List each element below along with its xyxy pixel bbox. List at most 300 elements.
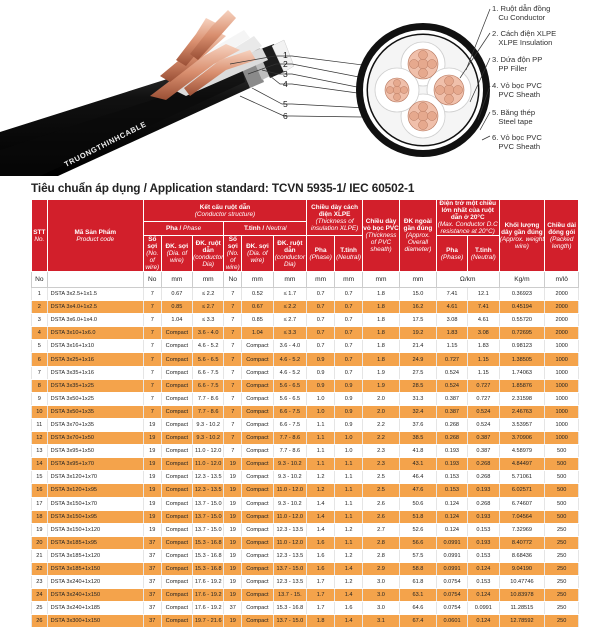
- cell-resistance-phase: 0.153: [436, 471, 467, 484]
- cell-phase-cond-dia: ≤ 3.3: [193, 314, 224, 327]
- cell-neutral-cond-dia: 12.3 - 13.5: [273, 523, 307, 536]
- cell-xlpe-phase: 1.2: [307, 484, 335, 497]
- callout-1: 1: [283, 50, 288, 60]
- cell-weight: 3.70906: [499, 432, 545, 445]
- cell-stt: 17: [32, 497, 48, 510]
- cell-phase-cond-dia: 7.7 - 8.6: [193, 392, 224, 405]
- cell-xlpe-phase: 1.7: [307, 576, 335, 589]
- cell-resistance-phase: 0.0754: [436, 589, 467, 602]
- cell-resistance-neutral: 0.153: [468, 523, 499, 536]
- cell-neutral-cond-dia: 6.6 - 7.5: [273, 418, 307, 431]
- cell-neutral-cond-dia: 4.6 - 5.2: [273, 353, 307, 366]
- cell-pvc-thickness: 3.0: [363, 602, 400, 615]
- cell-overall-diameter: 24.9: [399, 353, 436, 366]
- cell-neutral-cond-dia: ≤ 1.7: [273, 288, 307, 301]
- cell-xlpe-neutral: 0.7: [335, 340, 363, 353]
- cell-xlpe-neutral: 0.9: [335, 379, 363, 392]
- cell-pvc-thickness: 1.8: [363, 288, 400, 301]
- cell-phase-cond-dia: 15.3 - 16.8: [193, 549, 224, 562]
- header-pvc: Chiều dày vỏ bọc PVC (Thickness of PVC sheath): [363, 200, 400, 272]
- cell-phase-wire-dia: Compact: [161, 523, 192, 536]
- cell-phase-cond-dia: 7.7 - 8.6: [193, 405, 224, 418]
- cell-neutral-wire-dia: Compact: [242, 615, 273, 628]
- cell-xlpe-neutral: 0.7: [335, 301, 363, 314]
- cell-neutral-wires: 19: [224, 458, 242, 471]
- cell-weight: 4.84497: [499, 458, 545, 471]
- cell-stt: 9: [32, 392, 48, 405]
- cell-phase-wire-dia: 0.85: [161, 301, 192, 314]
- cell-neutral-wire-dia: Compact: [242, 484, 273, 497]
- cell-resistance-neutral: 0.727: [468, 392, 499, 405]
- cell-neutral-cond-dia: 13.7 - 15.0: [273, 615, 307, 628]
- cell-product-code: DSTA 3x150+1x120: [47, 523, 143, 536]
- cell-phase-cond-dia: 13.7 - 15.0: [193, 510, 224, 523]
- cell-product-code: DSTA 3x70+1x50: [47, 432, 143, 445]
- cell-neutral-wires: 7: [224, 366, 242, 379]
- cell-product-code: DSTA 3x35+1x16: [47, 366, 143, 379]
- cell-neutral-wires: 7: [224, 353, 242, 366]
- cell-stt: 23: [32, 576, 48, 589]
- cell-weight: 10.83978: [499, 589, 545, 602]
- cell-phase-wires: 19: [143, 432, 161, 445]
- unit-phase-wire-dia: mm: [161, 272, 192, 288]
- cell-neutral-cond-dia: 11.0 - 12.0: [273, 484, 307, 497]
- cell-xlpe-phase: 1.4: [307, 523, 335, 536]
- cell-resistance-phase: 0.0601: [436, 615, 467, 628]
- cell-overall-diameter: 46.4: [399, 471, 436, 484]
- cell-overall-diameter: 51.8: [399, 510, 436, 523]
- cell-neutral-cond-dia: 11.0 - 12.0: [273, 536, 307, 549]
- cell-xlpe-neutral: 1.2: [335, 523, 363, 536]
- cell-phase-cond-dia: ≤ 2.2: [193, 288, 224, 301]
- cell-resistance-phase: 0.153: [436, 484, 467, 497]
- cell-resistance-phase: 0.387: [436, 405, 467, 418]
- cell-phase-cond-dia: 17.6 - 19.2: [193, 576, 224, 589]
- cell-resistance-phase: 1.15: [436, 340, 467, 353]
- cell-stt: 25: [32, 602, 48, 615]
- cell-resistance-phase: 0.193: [436, 445, 467, 458]
- cell-neutral-wires: 7: [224, 288, 242, 301]
- cell-xlpe-phase: 0.7: [307, 327, 335, 340]
- cell-pvc-thickness: 2.8: [363, 549, 400, 562]
- cell-pvc-thickness: 2.7: [363, 523, 400, 536]
- table-row: [32, 432, 579, 445]
- cell-neutral-cond-dia: ≤ 3.3: [273, 327, 307, 340]
- cell-phase-cond-dia: 9.3 - 10.2: [193, 432, 224, 445]
- cable-illustration-area: [0, 0, 600, 176]
- cell-packed-length: 250: [545, 589, 579, 602]
- cell-resistance-neutral: 0.153: [468, 549, 499, 562]
- cell-pvc-thickness: 1.8: [363, 301, 400, 314]
- cell-neutral-wires: 7: [224, 314, 242, 327]
- cell-packed-length: 250: [545, 549, 579, 562]
- cell-weight: 6.74607: [499, 497, 545, 510]
- cell-packed-length: 1000: [545, 379, 579, 392]
- cell-resistance-neutral: 0.387: [468, 445, 499, 458]
- cell-resistance-neutral: 0.268: [468, 497, 499, 510]
- header-phase-wire-dia: ĐK. sợi (Dia. of wire): [161, 236, 192, 272]
- cell-stt: 12: [32, 432, 48, 445]
- cell-pvc-thickness: 2.2: [363, 432, 400, 445]
- cell-overall-diameter: 17.5: [399, 314, 436, 327]
- cell-resistance-phase: 0.0754: [436, 576, 467, 589]
- cell-neutral-wire-dia: Compact: [242, 366, 273, 379]
- callout-numbers: [283, 50, 288, 121]
- cell-packed-length: 250: [545, 576, 579, 589]
- cell-xlpe-phase: 1.1: [307, 458, 335, 471]
- cell-phase-wire-dia: Compact: [161, 562, 192, 575]
- header-xlpe: Chiều dày cách điện XLPE (Thickness of insulation XLPE): [307, 200, 363, 236]
- cell-pvc-thickness: 2.0: [363, 405, 400, 418]
- cell-phase-cond-dia: 13.7 - 15.0: [193, 497, 224, 510]
- cell-overall-diameter: 37.6: [399, 418, 436, 431]
- cell-resistance-phase: 0.124: [436, 497, 467, 510]
- cell-weight: 12.78592: [499, 615, 545, 628]
- cell-xlpe-neutral: 1.4: [335, 562, 363, 575]
- cell-xlpe-neutral: 0.7: [335, 314, 363, 327]
- table-row: [32, 445, 579, 458]
- cell-stt: 8: [32, 379, 48, 392]
- unit-packed-length: m/lô: [545, 272, 579, 288]
- cell-xlpe-phase: 0.7: [307, 340, 335, 353]
- header-structure: Kết cấu ruột dẫn (Conductor structure): [143, 200, 306, 222]
- header-phase-cond-dia: ĐK. ruột dẫn (conductor Dia): [193, 236, 224, 272]
- cell-phase-wire-dia: Compact: [161, 615, 192, 628]
- cell-xlpe-phase: 1.6: [307, 562, 335, 575]
- cell-resistance-phase: 0.124: [436, 510, 467, 523]
- unit-neutral-wire-dia: mm: [242, 272, 273, 288]
- cell-xlpe-neutral: 1.0: [335, 432, 363, 445]
- table-row: [32, 615, 579, 628]
- cell-resistance-phase: 0.524: [436, 379, 467, 392]
- unit-neutral-cond-dia: mm: [273, 272, 307, 288]
- cell-weight: 9.04190: [499, 562, 545, 575]
- unit-weight: Kg/m: [499, 272, 545, 288]
- cell-overall-diameter: 56.6: [399, 536, 436, 549]
- cell-product-code: DSTA 3x6.0+1x4.0: [47, 314, 143, 327]
- cell-xlpe-phase: 0.7: [307, 288, 335, 301]
- cell-resistance-phase: 0.0991: [436, 549, 467, 562]
- cell-neutral-wires: 7: [224, 392, 242, 405]
- cell-resistance-neutral: 0.193: [468, 536, 499, 549]
- cell-neutral-wire-dia: Compact: [242, 379, 273, 392]
- cell-overall-diameter: 28.5: [399, 379, 436, 392]
- cell-xlpe-phase: 1.4: [307, 497, 335, 510]
- cell-xlpe-phase: 1.0: [307, 405, 335, 418]
- cell-resistance-neutral: 0.153: [468, 576, 499, 589]
- cell-weight: 10.47746: [499, 576, 545, 589]
- cell-phase-wire-dia: Compact: [161, 405, 192, 418]
- cell-product-code: DSTA 3x150+1x95: [47, 510, 143, 523]
- header-weight: Khối lượng dây gần đúng (Approx. weight wire): [499, 200, 545, 272]
- cell-xlpe-phase: 1.2: [307, 471, 335, 484]
- cell-xlpe-phase: 0.7: [307, 314, 335, 327]
- cell-product-code: DSTA 3x95+1x70: [47, 458, 143, 471]
- cell-packed-length: 500: [545, 484, 579, 497]
- cell-pvc-thickness: 1.8: [363, 327, 400, 340]
- cell-overall-diameter: 58.8: [399, 562, 436, 575]
- cell-phase-wire-dia: Compact: [161, 458, 192, 471]
- cell-stt: 19: [32, 523, 48, 536]
- cell-weight: 0.72695: [499, 327, 545, 340]
- table-row: [32, 602, 579, 615]
- header-phase: Pha / Phase: [143, 222, 224, 236]
- cell-weight: 0.45194: [499, 301, 545, 314]
- cell-overall-diameter: 64.6: [399, 602, 436, 615]
- cell-pvc-thickness: 3.0: [363, 576, 400, 589]
- table-row: [32, 458, 579, 471]
- cell-phase-wires: 19: [143, 523, 161, 536]
- cell-neutral-wires: 19: [224, 562, 242, 575]
- cell-neutral-wire-dia: 0.85: [242, 314, 273, 327]
- cell-neutral-wire-dia: Compact: [242, 432, 273, 445]
- cell-xlpe-neutral: 1.0: [335, 445, 363, 458]
- table-row: [32, 379, 579, 392]
- table-row: [32, 562, 579, 575]
- cell-stt: 21: [32, 549, 48, 562]
- cell-neutral-wire-dia: Compact: [242, 392, 273, 405]
- cell-xlpe-phase: 1.1: [307, 445, 335, 458]
- header-phase-wires: Số sợi (No. of wire): [143, 236, 161, 272]
- cell-phase-wires: 37: [143, 615, 161, 628]
- cell-neutral-wire-dia: 0.52: [242, 288, 273, 301]
- cell-xlpe-neutral: 1.4: [335, 589, 363, 602]
- cell-phase-cond-dia: 6.6 - 7.5: [193, 379, 224, 392]
- legend-item-1: 1. Ruột dẫn đồng Cu Conductor: [492, 4, 551, 23]
- cell-overall-diameter: 16.2: [399, 301, 436, 314]
- callout-4: 4: [283, 79, 288, 89]
- table-row: [32, 484, 579, 497]
- header-xlpe-neutral: T.tinh (Neutral): [335, 236, 363, 272]
- unit-pvc: mm: [363, 272, 400, 288]
- cell-stt: 1: [32, 288, 48, 301]
- cell-xlpe-phase: 1.4: [307, 510, 335, 523]
- cell-packed-length: 1000: [545, 432, 579, 445]
- cell-neutral-cond-dia: 9.3 - 10.2: [273, 497, 307, 510]
- cell-phase-wire-dia: Compact: [161, 497, 192, 510]
- cell-phase-wires: 7: [143, 353, 161, 366]
- cell-resistance-neutral: 3.08: [468, 327, 499, 340]
- cell-xlpe-neutral: 1.1: [335, 458, 363, 471]
- cell-phase-cond-dia: 5.6 - 6.5: [193, 353, 224, 366]
- cell-xlpe-phase: 0.9: [307, 366, 335, 379]
- cell-neutral-cond-dia: ≤ 2.2: [273, 301, 307, 314]
- cell-neutral-cond-dia: 15.3 - 16.8: [273, 602, 307, 615]
- cell-phase-wire-dia: 0.67: [161, 288, 192, 301]
- cell-neutral-wire-dia: Compact: [242, 510, 273, 523]
- cell-xlpe-neutral: 1.1: [335, 536, 363, 549]
- cell-weight: 0.98123: [499, 340, 545, 353]
- cell-resistance-phase: 0.387: [436, 392, 467, 405]
- table-row: [32, 301, 579, 314]
- cell-overall-diameter: 50.6: [399, 497, 436, 510]
- cell-stt: 20: [32, 536, 48, 549]
- cell-xlpe-neutral: 1.1: [335, 471, 363, 484]
- cell-weight: 6.02571: [499, 484, 545, 497]
- cell-pvc-thickness: 2.9: [363, 562, 400, 575]
- cell-overall-diameter: 21.4: [399, 340, 436, 353]
- cell-xlpe-phase: 1.6: [307, 536, 335, 549]
- cell-stt: 13: [32, 445, 48, 458]
- cell-phase-wire-dia: Compact: [161, 432, 192, 445]
- cell-neutral-cond-dia: 4.6 - 5.2: [273, 366, 307, 379]
- cell-phase-wires: 7: [143, 314, 161, 327]
- cell-phase-cond-dia: ≤ 2.7: [193, 301, 224, 314]
- cell-neutral-cond-dia: 9.3 - 10.2: [273, 458, 307, 471]
- cell-neutral-wires: 19: [224, 615, 242, 628]
- cell-resistance-neutral: 4.61: [468, 314, 499, 327]
- cell-pvc-thickness: 3.0: [363, 589, 400, 602]
- cell-packed-length: 250: [545, 523, 579, 536]
- unit-phase-cond-dia: mm: [193, 272, 224, 288]
- cell-overall-diameter: 31.3: [399, 392, 436, 405]
- cell-resistance-phase: 1.83: [436, 327, 467, 340]
- unit-code: [47, 272, 143, 288]
- cell-product-code: DSTA 3x16+1x10: [47, 340, 143, 353]
- cell-resistance-neutral: 0.124: [468, 615, 499, 628]
- unit-stt: No: [32, 272, 48, 288]
- cell-phase-wires: 19: [143, 445, 161, 458]
- cell-weight: 8.68436: [499, 549, 545, 562]
- callout-3: 3: [283, 69, 288, 79]
- cell-overall-diameter: 41.8: [399, 445, 436, 458]
- cell-neutral-wires: 19: [224, 497, 242, 510]
- cell-phase-cond-dia: 11.0 - 12.0: [193, 458, 224, 471]
- cell-pvc-thickness: 2.5: [363, 484, 400, 497]
- table-row: [32, 340, 579, 353]
- cell-neutral-wire-dia: Compact: [242, 562, 273, 575]
- cell-neutral-wire-dia: Compact: [242, 458, 273, 471]
- table-row: [32, 471, 579, 484]
- cell-pvc-thickness: 2.6: [363, 497, 400, 510]
- cell-xlpe-neutral: 1.1: [335, 497, 363, 510]
- cell-stt: 22: [32, 562, 48, 575]
- cell-packed-length: 500: [545, 458, 579, 471]
- cell-neutral-wires: 7: [224, 445, 242, 458]
- cell-phase-wires: 7: [143, 405, 161, 418]
- cell-stt: 15: [32, 471, 48, 484]
- cell-stt: 10: [32, 405, 48, 418]
- cell-neutral-cond-dia: 6.6 - 7.5: [273, 405, 307, 418]
- cell-stt: 16: [32, 484, 48, 497]
- cell-phase-wires: 37: [143, 549, 161, 562]
- cell-neutral-wire-dia: Compact: [242, 602, 273, 615]
- cell-stt: 11: [32, 418, 48, 431]
- cell-pvc-thickness: 2.5: [363, 471, 400, 484]
- cell-xlpe-neutral: 0.7: [335, 327, 363, 340]
- cell-neutral-wire-dia: Compact: [242, 536, 273, 549]
- header-xlpe-phase: Pha (Phase): [307, 236, 335, 272]
- cell-neutral-wires: 37: [224, 602, 242, 615]
- cell-neutral-wires: 19: [224, 471, 242, 484]
- unit-xlpe-phase: mm: [307, 272, 335, 288]
- cell-weight: 5.71061: [499, 471, 545, 484]
- cell-resistance-neutral: 0.124: [468, 562, 499, 575]
- cell-pvc-thickness: 2.3: [363, 445, 400, 458]
- cell-weight: 11.28515: [499, 602, 545, 615]
- cell-packed-length: 1000: [545, 340, 579, 353]
- cell-xlpe-phase: 1.1: [307, 418, 335, 431]
- cell-phase-wires: 19: [143, 484, 161, 497]
- cell-phase-wires: 7: [143, 288, 161, 301]
- cell-stt: 6: [32, 353, 48, 366]
- cell-product-code: DSTA 3x150+1x70: [47, 497, 143, 510]
- cell-resistance-neutral: 0.524: [468, 405, 499, 418]
- cell-neutral-cond-dia: 5.6 - 6.5: [273, 392, 307, 405]
- cell-xlpe-neutral: 0.9: [335, 418, 363, 431]
- cell-stt: 4: [32, 327, 48, 340]
- unit-neutral-wires: No: [224, 272, 242, 288]
- cell-overall-diameter: 63.1: [399, 589, 436, 602]
- header-resistance: Điện trở một chiều lớn nhất của ruột dẫn ở 20°C (Max. Conductor D.C resistance at 20°C): [437, 200, 498, 235]
- cell-xlpe-neutral: 0.7: [335, 366, 363, 379]
- legend-item-6: 6. Vỏ bọc PVC PVC Sheath: [492, 133, 542, 152]
- cell-resistance-phase: 3.08: [436, 314, 467, 327]
- cell-xlpe-neutral: 1.1: [335, 510, 363, 523]
- header-packed-length: Chiều dài đóng gói (Packed length): [545, 200, 579, 272]
- cable-cross-section: [356, 23, 490, 157]
- cell-overall-diameter: 27.5: [399, 366, 436, 379]
- cell-pvc-thickness: 2.2: [363, 418, 400, 431]
- cell-packed-length: 1000: [545, 405, 579, 418]
- cell-neutral-cond-dia: ≤ 2.7: [273, 314, 307, 327]
- cell-weight: 0.36923: [499, 288, 545, 301]
- cell-phase-wire-dia: Compact: [161, 484, 192, 497]
- cell-neutral-wires: 19: [224, 484, 242, 497]
- cell-neutral-wire-dia: Compact: [242, 497, 273, 510]
- header-code: Mã Sản Phẩm Product code: [47, 200, 143, 272]
- cell-pvc-thickness: 2.8: [363, 536, 400, 549]
- callout-2: 2: [283, 59, 288, 69]
- cell-resistance-neutral: 0.524: [468, 418, 499, 431]
- cell-resistance-neutral: 0.268: [468, 471, 499, 484]
- legend-item-3: 3. Dứa độn PP PP Filler: [492, 55, 543, 74]
- cell-neutral-wires: 7: [224, 327, 242, 340]
- spec-table: [31, 199, 579, 628]
- cell-pvc-thickness: 1.9: [363, 379, 400, 392]
- standard-title: Tiêu chuẩn áp dụng / Application standard: TCVN 5935-1/ IEC 60502-1: [31, 181, 415, 195]
- cell-phase-wire-dia: Compact: [161, 392, 192, 405]
- cell-xlpe-phase: 0.9: [307, 353, 335, 366]
- cell-xlpe-phase: 1.0: [307, 392, 335, 405]
- cell-stt: 14: [32, 458, 48, 471]
- cell-resistance-neutral: 0.193: [468, 510, 499, 523]
- cell-phase-wires: 37: [143, 536, 161, 549]
- cell-product-code: DSTA 3x120+1x70: [47, 471, 143, 484]
- header-resist-phase: Pha (Phase): [436, 236, 467, 272]
- cell-resistance-neutral: 1.15: [468, 366, 499, 379]
- cell-packed-length: 2000: [545, 288, 579, 301]
- cell-phase-cond-dia: 6.6 - 7.5: [193, 366, 224, 379]
- cell-overall-diameter: 57.5: [399, 549, 436, 562]
- table-row: [32, 353, 579, 366]
- unit-overall: mm: [399, 272, 436, 288]
- cell-neutral-wires: 7: [224, 301, 242, 314]
- cell-neutral-wires: 7: [224, 432, 242, 445]
- cell-resistance-phase: 0.0991: [436, 536, 467, 549]
- cell-pvc-thickness: 3.1: [363, 615, 400, 628]
- cell-neutral-wires: 19: [224, 510, 242, 523]
- cell-weight: 3.53957: [499, 418, 545, 431]
- header-neutral-wires: Số sợi (No. of wire): [224, 236, 242, 272]
- header-overall: ĐK ngoài gần đúng (Approx. Overall diameter): [399, 200, 436, 272]
- cell-overall-diameter: 15.0: [399, 288, 436, 301]
- cell-phase-cond-dia: 17.6 - 19.2: [193, 602, 224, 615]
- cell-neutral-wire-dia: 0.67: [242, 301, 273, 314]
- cell-neutral-wires: 19: [224, 523, 242, 536]
- cell-phase-cond-dia: 11.0 - 12.0: [193, 445, 224, 458]
- cell-packed-length: 500: [545, 445, 579, 458]
